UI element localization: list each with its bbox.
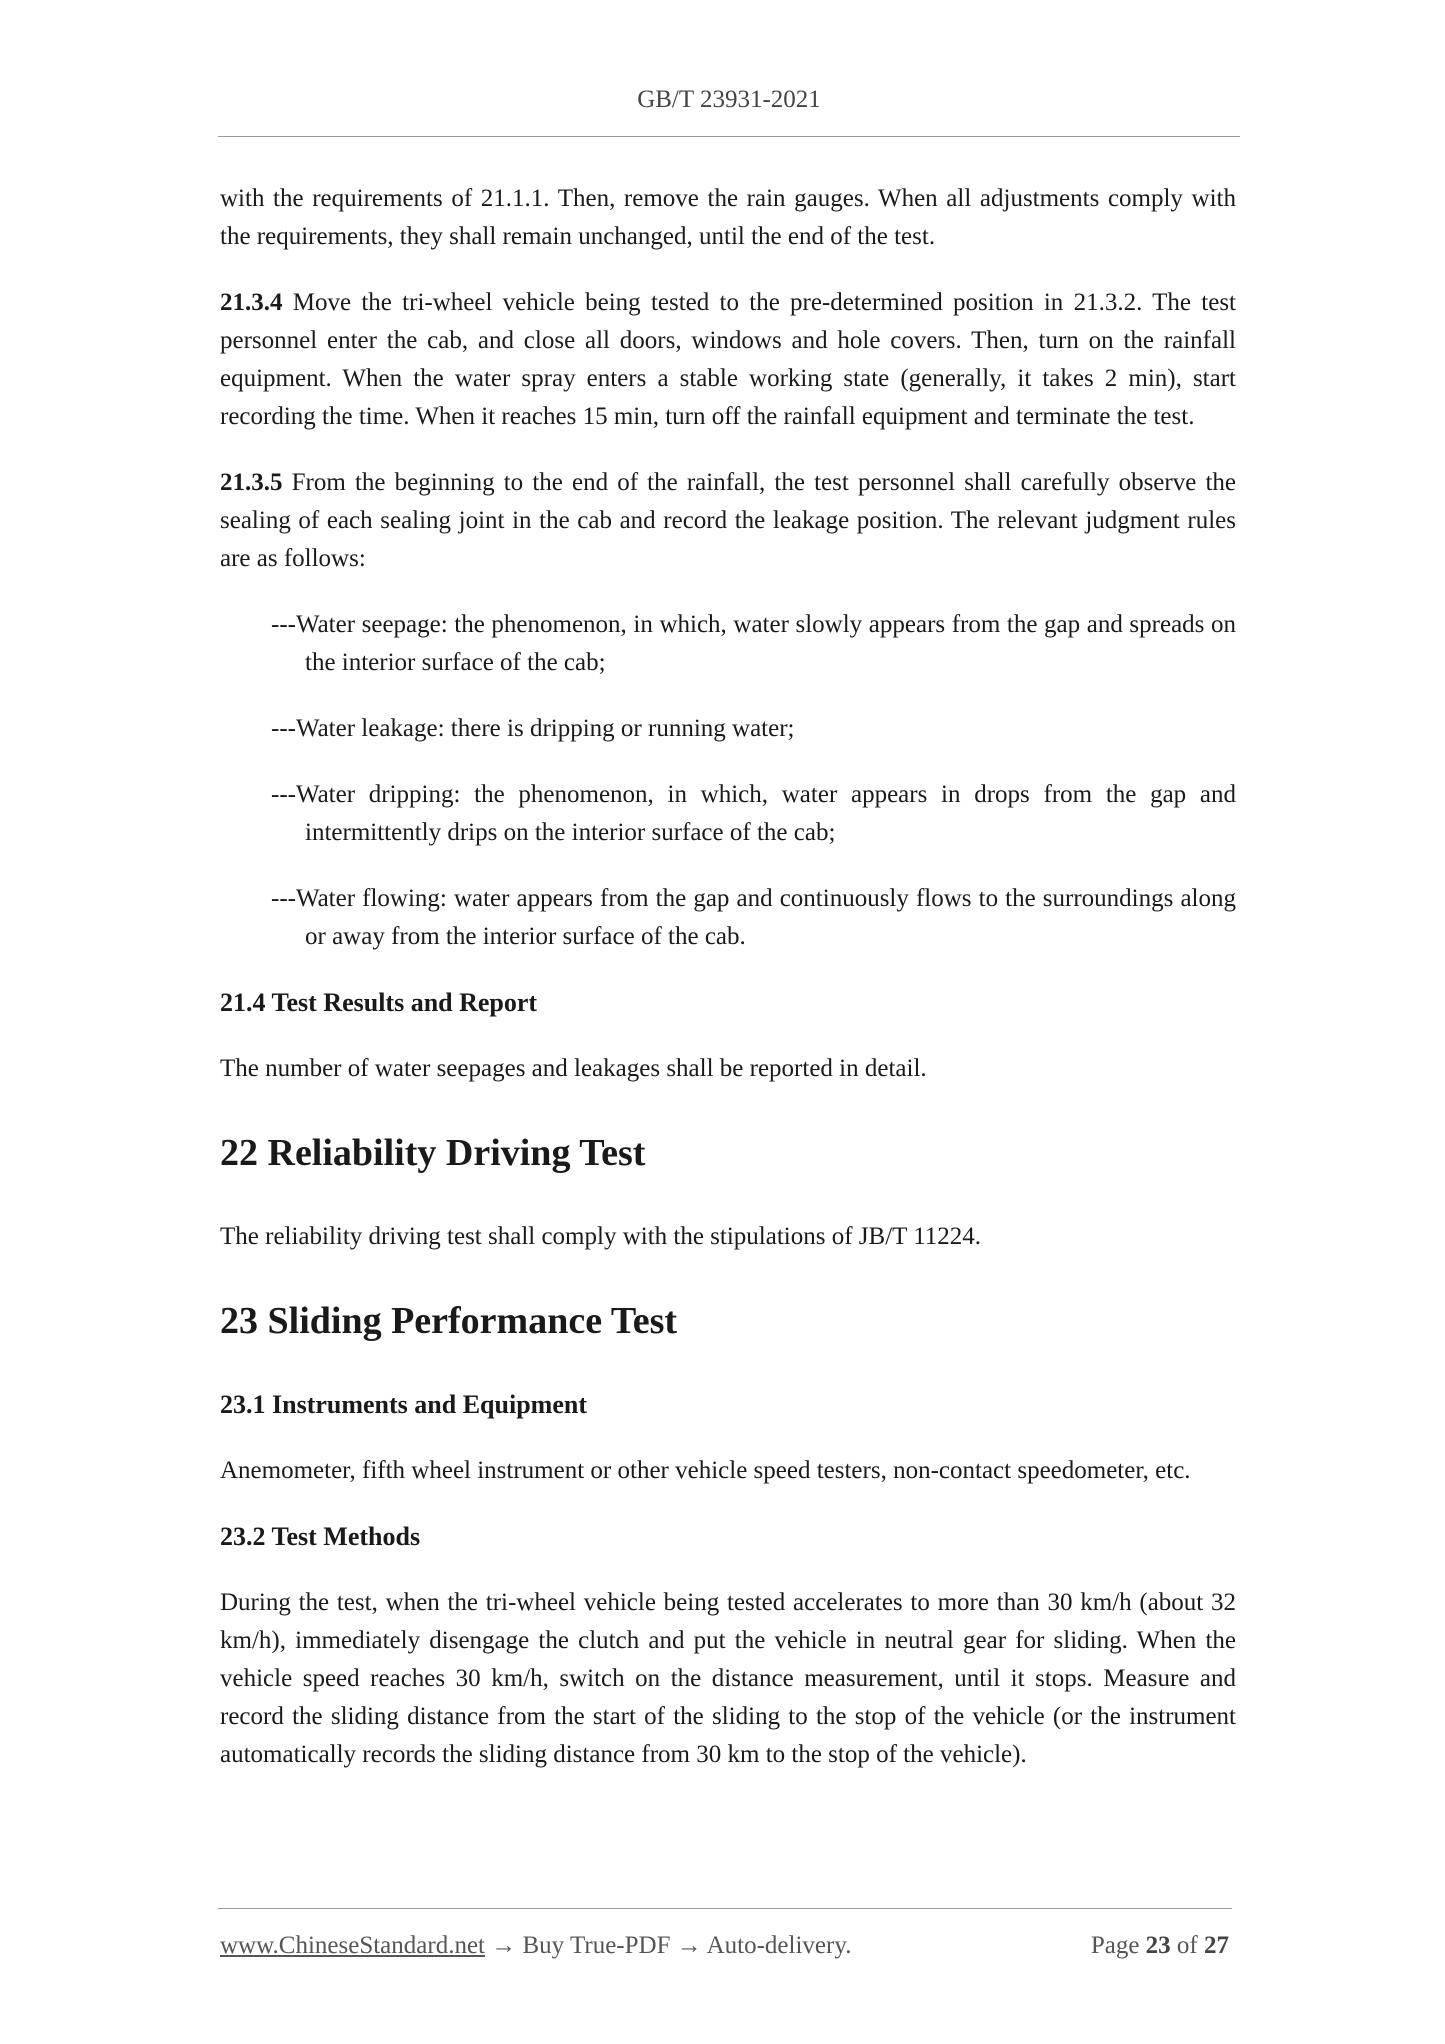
page-content <box>220 180 1236 1802</box>
page-label: Page <box>1090 1932 1146 1959</box>
continued-paragraph: with the requirements of 21.1.1. Then, remove the rain gauges. When all adjustments comply with the requirements, they shall remain unchanged, until the end of the test. <box>220 185 1236 250</box>
paragraph-23-2: During the test, when the tri-wheel vehicle being tested accelerates to more than 30 km/h (about 32 km/h), immediately disengage the clutch and put the vehicle in neutral gear for sliding. When the vehicle speed reaches 30 km/h, switch on the distance measurement, until it stops. Measure and record the sliding distance from the start of the sliding to the stop of the vehicle (or the instrument automatically records the sliding distance from 30 km to the stop of the vehicle). <box>220 1589 1236 1768</box>
document-code-header: GB/T 23931-2021 <box>637 86 821 113</box>
page-indicator <box>1091 1932 1229 1960</box>
page-number: 23 <box>1145 1932 1171 1959</box>
footer-left <box>220 1932 851 1960</box>
list-item-water-seepage: ---Water seepage: the phenomenon, in which, water slowly appears from the gap and spreads on the interior surface of the cab; <box>271 611 1236 676</box>
website-link[interactable]: www.ChineseStandard.net <box>220 1932 485 1959</box>
clause-21-3-5 <box>220 464 1236 578</box>
heading-23-1: 23.1 Instruments and Equipment <box>220 1390 587 1419</box>
list-item-water-dripping: ---Water dripping: the phenomenon, in which, water appears in drops from the gap and intermittently drips on the interior surface of the cab; <box>271 781 1236 846</box>
paragraph-22: The reliability driving test shall comply with the stipulations of JB/T 11224. <box>220 1223 982 1250</box>
heading-23-2: 23.2 Test Methods <box>220 1522 421 1551</box>
paragraph-21-4: The number of water seepages and leakages shall be reported in detail. <box>220 1055 927 1082</box>
heading-22: 22 Reliability Driving Test <box>220 1132 646 1174</box>
clause-21-3-4 <box>220 284 1236 436</box>
clause-text: Move the tri-wheel vehicle being tested to the pre-determined position in 21.3.2. The test personnel enter the cab, and close all doors, windows and hole covers. Then, turn on the rainfall equipment. When the water spray enters a stable working state (generally, it takes 2 min), start recording the time. When it reaches 15 min, turn off the rainfall equipment and terminate the test. <box>220 289 1236 430</box>
heading-21-4: 21.4 Test Results and Report <box>220 988 538 1017</box>
clause-text: From the beginning to the end of the rainfall, the test personnel shall carefully observe the sealing of each sealing joint in the cab and record the leakage position. The relevant judgment rules are as follows: <box>220 469 1236 572</box>
clause-number: 21.3.4 <box>220 289 283 316</box>
list-item-water-leakage: ---Water leakage: there is dripping or running water; <box>271 715 795 742</box>
list-item-water-flowing: ---Water flowing: water appears from the gap and continuously flows to the surroundings along or away from the interior surface of the cab. <box>271 885 1236 950</box>
paragraph-23-1: Anemometer, fifth wheel instrument or other vehicle speed testers, non-contact speedometer, etc. <box>220 1457 1191 1484</box>
header-rule <box>218 136 1240 137</box>
footer-rule <box>218 1908 1232 1909</box>
of-label: of <box>1170 1932 1204 1959</box>
page-total: 27 <box>1204 1932 1229 1959</box>
footer-delivery-text: → Buy True-PDF → Auto-delivery. <box>485 1932 852 1959</box>
heading-23: 23 Sliding Performance Test <box>220 1300 678 1342</box>
clause-number: 21.3.5 <box>220 469 283 496</box>
